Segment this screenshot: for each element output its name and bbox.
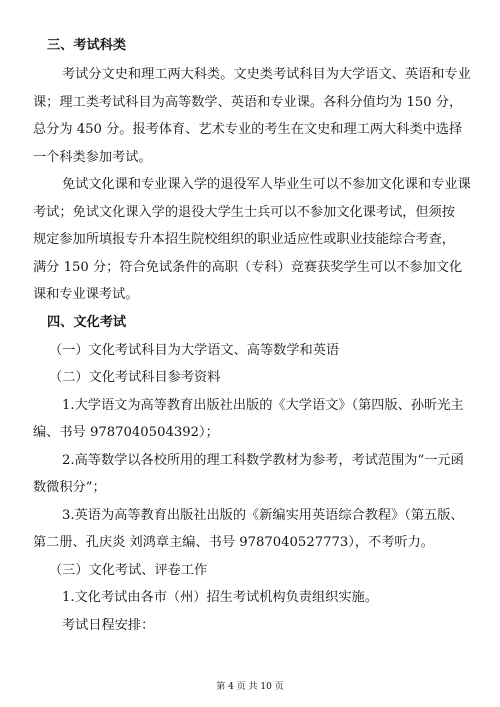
section-heading-exam-categories: 三、考试科类	[47, 38, 127, 53]
list-item: （一）文化考试科目为大学语文、高等数学和英语	[49, 343, 340, 358]
paragraph-line: 课和专业课考试。	[33, 287, 139, 302]
reference-line: 编、书号 9787040504392）；	[33, 425, 219, 440]
paragraph-line: 一个科类参加考试。	[33, 150, 152, 165]
reference-line: 数微积分”；	[33, 480, 106, 495]
paragraph-line: 考试日程安排：	[62, 618, 155, 633]
paragraph-line: 规定参加所填报专升本招生院校组织的职业适应性或职业技能综合考查，	[33, 232, 455, 247]
reference-line: 第二册、孔庆炎 刘鸿章主编、书号 9787040527773），不考听力。	[33, 535, 434, 550]
paragraph-line: 考试；免试文化课入学的退役大学生士兵可以不参加文化课考试，但须按	[33, 205, 455, 220]
list-item: （二）文化考试科目参考资料	[49, 370, 221, 385]
paragraph-line: 满分 150 分；符合免试条件的高职（专科）竞赛获奖学生可以不参加文化	[33, 260, 463, 275]
list-item: （三）文化考试、评卷工作	[49, 563, 208, 578]
paragraph-line: 考试分文史和理工两大科类。文史类考试科目为大学语文、英语和专业	[62, 67, 471, 82]
reference-line: 3.英语为高等教育出版社出版的《新编实用英语综合教程》（第五版、	[62, 508, 464, 523]
paragraph-line: 课；理工类考试科目为高等数学、英语和专业课。各科分值均为 150 分，	[33, 95, 463, 110]
paragraph-line: 总分为 450 分。报考体育、艺术专业的考生在文史和理工两大科类中选择	[33, 122, 463, 137]
page-number-footer: 第 4 页 共 10 页	[216, 682, 284, 692]
paragraph-line: 免试文化课和专业课入学的退役军人毕业生可以不参加文化课和专业课	[62, 177, 471, 192]
reference-line: 2.高等数学以各校所用的理工科数学教材为参考，考试范围为“一元函	[62, 453, 464, 468]
reference-line: 1.大学语文为高等教育出版社出版的《大学语文》（第四版、孙昕光主	[62, 398, 464, 413]
section-heading-culture-exam: 四、文化考试	[47, 315, 127, 330]
paragraph-line: 1.文化考试由各市（州）招生考试机构负责组织实施。	[62, 590, 378, 605]
